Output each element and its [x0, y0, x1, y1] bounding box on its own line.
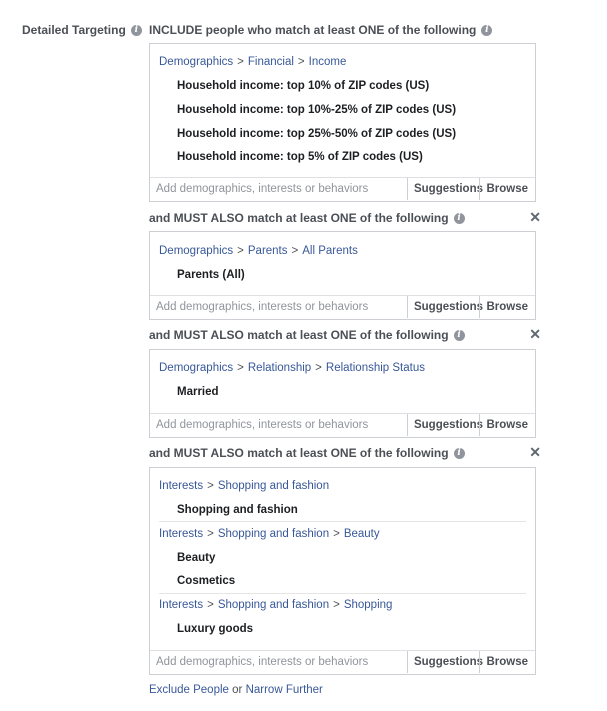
breadcrumb-link[interactable]: All Parents	[302, 245, 358, 257]
input-bar	[150, 295, 535, 319]
browse-button[interactable]: Browse	[479, 414, 535, 436]
breadcrumb-link[interactable]: Income	[308, 56, 347, 68]
targeting-item: Parents (All)	[177, 269, 245, 281]
targeting-search-input[interactable]	[150, 178, 396, 200]
targeting-search-input[interactable]	[150, 651, 396, 673]
close-icon[interactable]: ✕	[529, 326, 541, 342]
targeting-item: Household income: top 25%-50% of ZIP codes (US)	[177, 128, 457, 140]
exclude-people-link[interactable]: Exclude People	[149, 684, 229, 696]
breadcrumb-link[interactable]: Shopping and fashion	[217, 599, 330, 611]
targeting-item: Household income: top 10% of ZIP codes (US)	[177, 80, 430, 92]
section-divider	[159, 521, 526, 522]
targeting-item: Cosmetics	[177, 575, 236, 587]
browse-button[interactable]: Browse	[479, 651, 535, 673]
breadcrumb: Interests > Shopping and fashion > Beauty	[159, 528, 380, 540]
breadcrumb-link[interactable]: Financial	[247, 56, 294, 68]
breadcrumb-link[interactable]: Demographics	[159, 245, 234, 257]
footer-links	[149, 684, 323, 696]
input-bar	[150, 650, 535, 674]
breadcrumb-link[interactable]: Shopping	[343, 599, 393, 611]
targeting-item: Beauty	[177, 552, 216, 564]
breadcrumb-link[interactable]: Demographics	[159, 362, 234, 374]
narrow-header: and MUST ALSO match at least ONE of the following i ✕	[149, 209, 541, 225]
browse-button[interactable]: Browse	[479, 296, 535, 318]
breadcrumb-link[interactable]: Interests	[159, 528, 204, 540]
detailed-targeting-label: Detailed Targeting i	[22, 23, 142, 37]
narrow-box	[149, 349, 536, 438]
targeting-search-input[interactable]	[150, 296, 396, 318]
targeting-item: Household income: top 10%-25% of ZIP codes (US)	[177, 104, 457, 116]
suggestions-button[interactable]: Suggestions	[407, 178, 483, 200]
breadcrumb: Demographics > Parents > All Parents	[159, 245, 358, 257]
targeting-item: Married	[177, 386, 219, 398]
close-icon[interactable]: ✕	[529, 209, 541, 225]
breadcrumb-link[interactable]: Shopping and fashion	[217, 528, 330, 540]
breadcrumb-link[interactable]: Interests	[159, 599, 204, 611]
narrow-header: and MUST ALSO match at least ONE of the following i ✕	[149, 444, 541, 460]
info-icon[interactable]: i	[481, 25, 492, 36]
input-bar	[150, 177, 535, 201]
suggestions-button[interactable]: Suggestions	[407, 651, 483, 673]
info-icon[interactable]: i	[131, 25, 142, 36]
breadcrumb: Demographics > Financial > Income	[159, 56, 347, 68]
breadcrumb-link[interactable]: Relationship	[247, 362, 312, 374]
targeting-item: Luxury goods	[177, 623, 254, 635]
info-icon[interactable]: i	[454, 213, 465, 224]
input-bar	[150, 413, 535, 437]
info-icon[interactable]: i	[454, 448, 465, 459]
include-header: INCLUDE people who match at least ONE of the following i	[149, 23, 541, 37]
suggestions-button[interactable]: Suggestions	[407, 296, 483, 318]
section-divider	[159, 593, 526, 594]
suggestions-button[interactable]: Suggestions	[407, 414, 483, 436]
include-box	[149, 43, 536, 202]
breadcrumb: Interests > Shopping and fashion	[159, 480, 330, 492]
targeting-item: Shopping and fashion	[177, 504, 298, 516]
close-icon[interactable]: ✕	[529, 444, 541, 460]
narrow-header: and MUST ALSO match at least ONE of the following i ✕	[149, 326, 541, 342]
breadcrumb-link[interactable]: Shopping and fashion	[217, 480, 330, 492]
narrow-box	[149, 231, 536, 320]
footer-or-text: or	[232, 684, 243, 696]
targeting-item: Household income: top 5% of ZIP codes (US)	[177, 151, 423, 163]
breadcrumb-link[interactable]: Relationship Status	[325, 362, 425, 374]
browse-button[interactable]: Browse	[479, 178, 535, 200]
narrow-further-link[interactable]: Narrow Further	[245, 684, 323, 696]
narrow-box	[149, 467, 536, 675]
breadcrumb: Interests > Shopping and fashion > Shopping	[159, 599, 393, 611]
breadcrumb-link[interactable]: Parents	[247, 245, 288, 257]
breadcrumb: Demographics > Relationship > Relationship Status	[159, 362, 425, 374]
info-icon[interactable]: i	[454, 330, 465, 341]
targeting-search-input[interactable]	[150, 414, 396, 436]
breadcrumb-link[interactable]: Interests	[159, 480, 204, 492]
breadcrumb-link[interactable]: Beauty	[343, 528, 380, 540]
breadcrumb-link[interactable]: Demographics	[159, 56, 234, 68]
